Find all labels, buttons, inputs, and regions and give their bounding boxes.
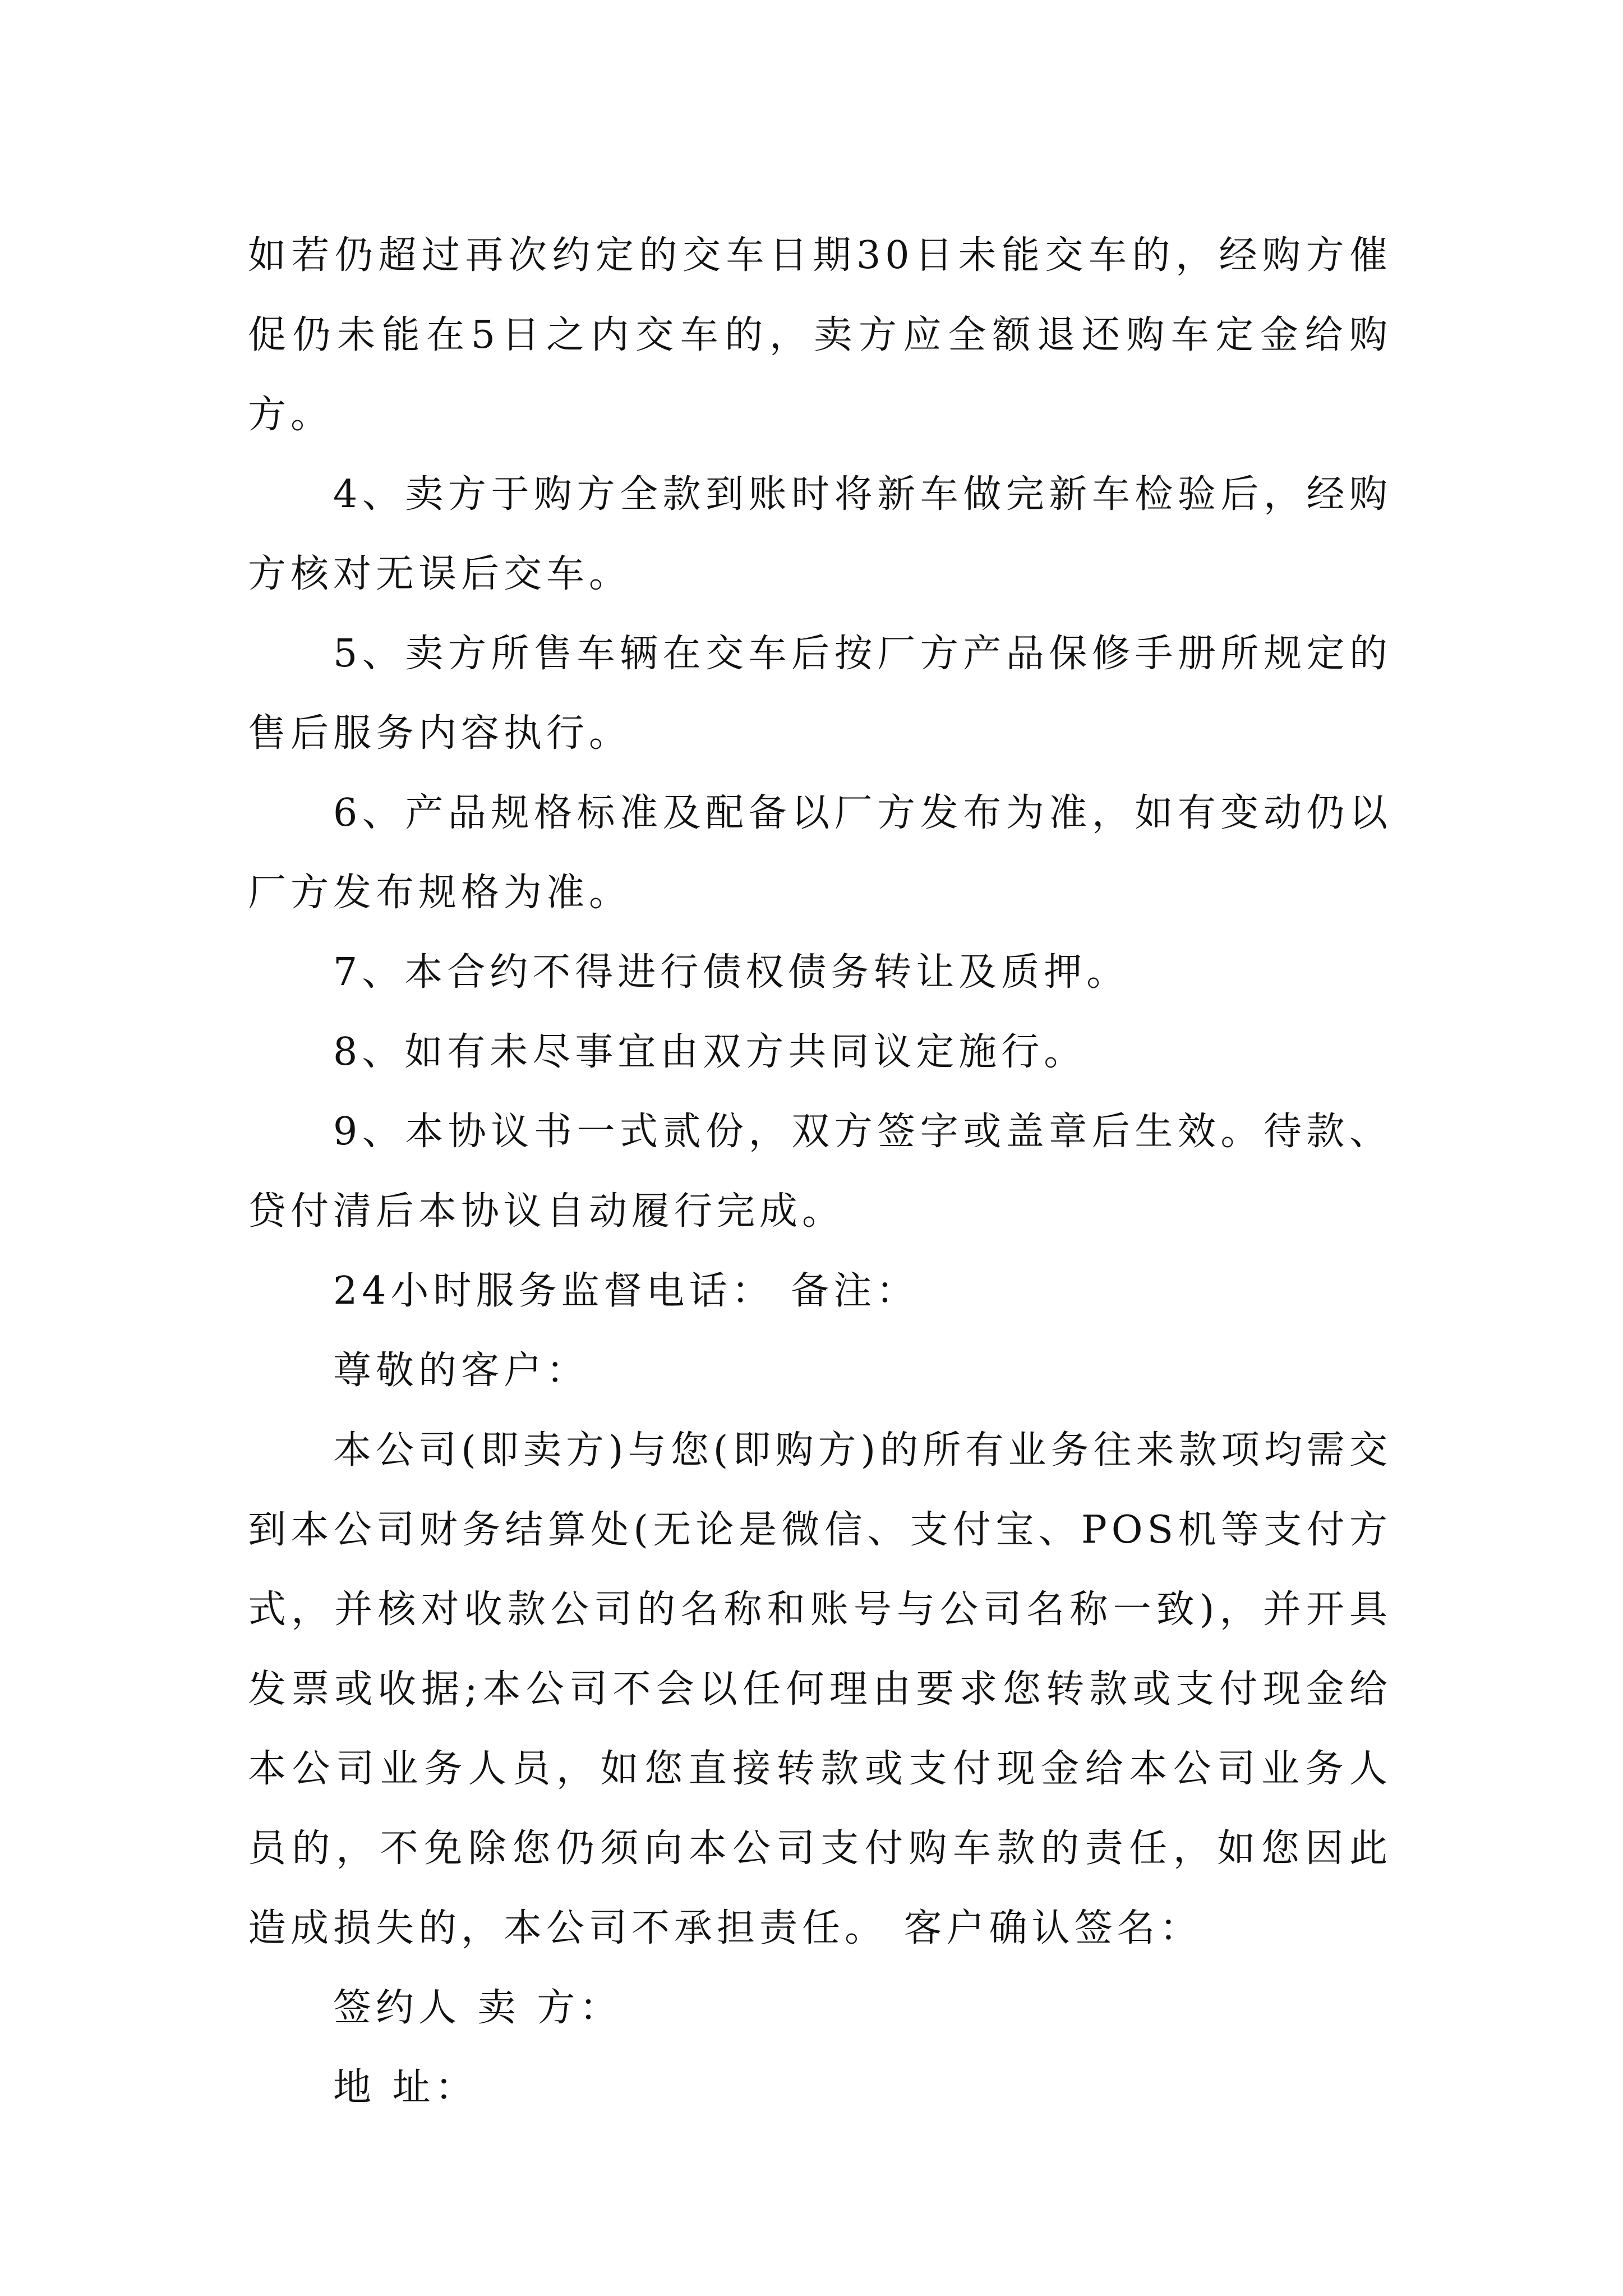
- signatory-seller: 签约人 卖 方：: [333, 1986, 623, 2030]
- payment-notice: 本公司(即卖方)与您(即购方)的所有业务往来款项均需交到本公司财务结算处(无论是微信、支付宝、POS机等支付方式，并核对收款公司的名称和账号与公司名称一致)，并开具发票或收据;本公司不会以任何理由要求您转款或支付现金给本公司业务人员，如您直接转款或支付现金给本公司业务人员的，不免除您仍须向本公司支付购车款的责任，如您因此造成损失的，本公司不承担责任。 客户确认签名：: [248, 1428, 1392, 1950]
- service-hotline-remarks: 24小时服务监督电话： 备注：: [333, 1269, 919, 1313]
- address-line: 地 址：: [333, 2065, 478, 2110]
- customer-greeting: 尊敬的客户：: [333, 1349, 589, 1393]
- clause-9-copies-effect: 9、本协议书一式贰份，双方签字或盖章后生效。待款、贷付清后本协议自动履行完成。: [248, 1110, 1392, 1234]
- document-body: [248, 216, 1392, 2128]
- clause-7-no-transfer: 7、本合约不得进行债权债务转让及质押。: [333, 950, 1129, 995]
- clause-5-after-sales: 5、卖方所售车辆在交车后按厂方产品保修手册所规定的售后服务内容执行。: [248, 632, 1392, 756]
- paragraph-delivery-delay: 如若仍超过再次约定的交车日期30日未能交车的，经购方催促仍未能在5日之内交车的，卖方应全额退还购车定金给购方。: [248, 233, 1392, 437]
- clause-6-specifications: 6、产品规格标准及配备以厂方发布为准，如有变动仍以厂方发布规格为准。: [248, 791, 1392, 915]
- clause-8-unresolved-matters: 8、如有未尽事宜由双方共同议定施行。: [333, 1030, 1087, 1074]
- clause-4-delivery-inspection: 4、卖方于购方全款到账时将新车做完新车检验后，经购方核对无误后交车。: [248, 472, 1392, 596]
